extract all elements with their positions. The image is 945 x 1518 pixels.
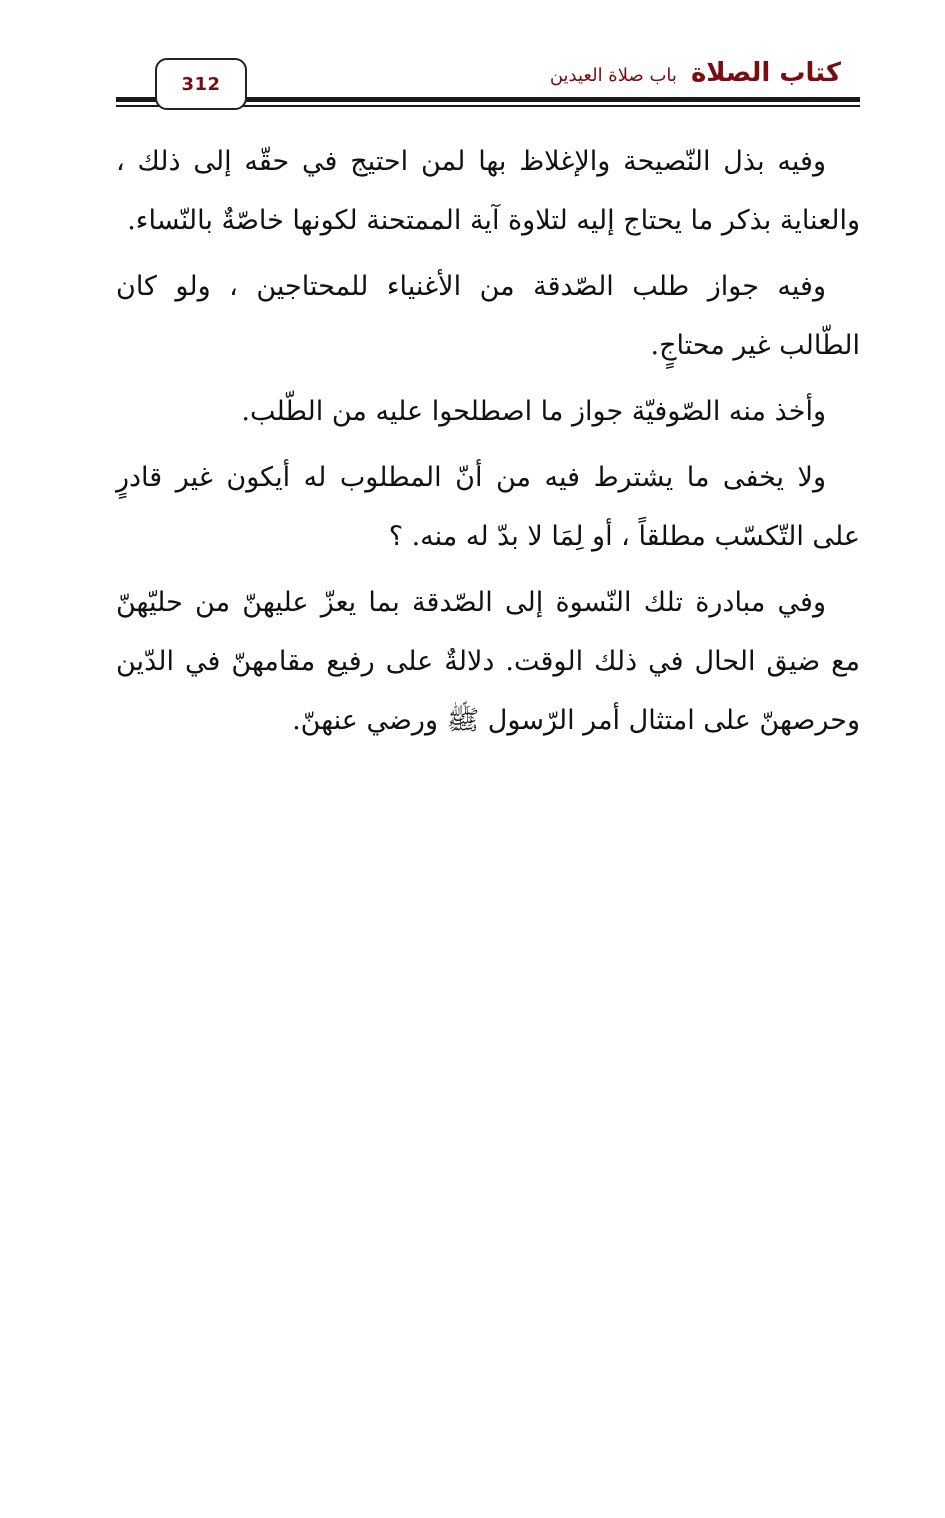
paragraph-sufis: وأخذ منه الصّوفيّة جواز ما اصطلحوا عليه من الطّلب.	[241, 396, 826, 427]
paragraph-women-charity: وفي مبادرة تلك النّسوة إلى الصّدقة بما يعزّ عليهنّ من حليّهنّ مع ضيق الحال في ذلك الوقت. دلالةٌ على رفيع مقامهنّ في الدّين وحرصهنّ على امتثال أمر الرّسول ﷺ ورضي عنهنّ.	[116, 587, 860, 736]
page-header	[0, 0, 945, 120]
book-title: كتاب الصلاة	[690, 58, 841, 88]
paragraph-conditions: ولا يخفى ما يشترط فيه من أنّ المطلوب له أيكون غير قادرٍ على التّكسّب مطلقاً ، أو لِمَا لا بدّ له منه. ؟	[116, 462, 860, 552]
paragraph-charity-request: وفيه جواز طلب الصّدقة من الأغنياء للمحتاجين ، ولو كان الطّالب غير محتاجٍ.	[116, 271, 860, 361]
chapter-title: باب صلاة العيدين	[549, 65, 677, 86]
paragraph-advice: وفيه بذل النّصيحة والإغلاظ بها لمن احتيج في حقّه إلى ذلك ، والعناية بذكر ما يحتاج إليه لتلاوة آية الممتحنة لكونها خاصّةٌ بالنّساء.	[116, 146, 860, 236]
running-head	[550, 58, 841, 88]
page-number: 312	[181, 73, 221, 95]
page-number-box	[155, 58, 247, 110]
body-text	[116, 132, 860, 757]
